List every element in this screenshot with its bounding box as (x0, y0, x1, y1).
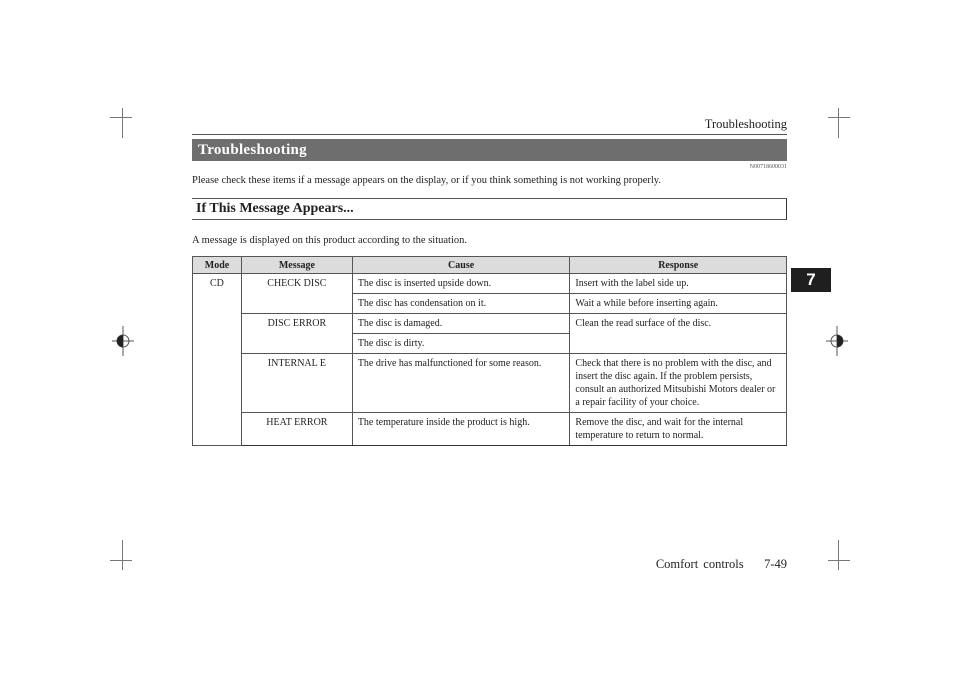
response-cell: Clean the read surface of the disc. (570, 314, 787, 354)
table-header-row (193, 257, 787, 274)
mode-cell: CD (193, 274, 242, 446)
page-footer: Comfort controls 7-49 (655, 557, 787, 571)
crop-mark (122, 540, 123, 570)
message-cell: HEAT ERROR (241, 413, 352, 446)
crop-mark (838, 108, 839, 138)
registration-mark-left (112, 326, 134, 356)
cause-cell: The drive has malfunctioned for some reason. (352, 354, 570, 413)
cause-cell: The temperature inside the product is high. (352, 413, 570, 446)
response-cell: Wait a while before inserting again. (570, 294, 787, 314)
message-table (192, 256, 787, 446)
crop-mark (110, 117, 132, 118)
intro-text: Please check these items if a message appears on the display, or if you think something is not working properly. (192, 175, 661, 186)
message-cell: DISC ERROR (241, 314, 352, 354)
description-text: A message is displayed on this product according to the situation. (192, 235, 467, 246)
cause-cell: The disc has condensation on it. (352, 294, 570, 314)
registration-mark-right (826, 326, 848, 356)
response-cell: Remove the disc, and wait for the internal temperature to return to normal. (570, 413, 787, 446)
running-head: Troubleshooting (704, 117, 787, 131)
section-title: Troubleshooting (192, 139, 787, 161)
header-rule (192, 134, 787, 135)
subsection-title: If This Message Appears... (192, 198, 787, 220)
chapter-tab: 7 (791, 268, 831, 292)
column-header-cause: Cause (352, 257, 570, 274)
cause-cell: The disc is dirty. (352, 334, 570, 354)
response-cell: Insert with the label side up. (570, 274, 787, 294)
message-cell: CHECK DISC (241, 274, 352, 314)
column-header-mode: Mode (193, 257, 242, 274)
table-row (193, 274, 787, 294)
crop-mark (110, 560, 132, 561)
table-row (193, 413, 787, 446)
table-row (193, 314, 787, 334)
message-cell: INTERNAL E (241, 354, 352, 413)
column-header-response: Response (570, 257, 787, 274)
column-header-message: Message (241, 257, 352, 274)
cause-cell: The disc is inserted upside down. (352, 274, 570, 294)
crop-mark (838, 540, 839, 570)
crop-mark (828, 560, 850, 561)
table-row (193, 354, 787, 413)
crop-mark (122, 108, 123, 138)
response-cell: Check that there is no problem with the disc, and insert the disc again. If the problem persists, consult an authorized Mitsubishi Motors dealer or a repair facility of your choice. (570, 354, 787, 413)
cause-cell: The disc is damaged. (352, 314, 570, 334)
crop-mark (828, 117, 850, 118)
reference-code: N00718600031 (749, 164, 787, 170)
